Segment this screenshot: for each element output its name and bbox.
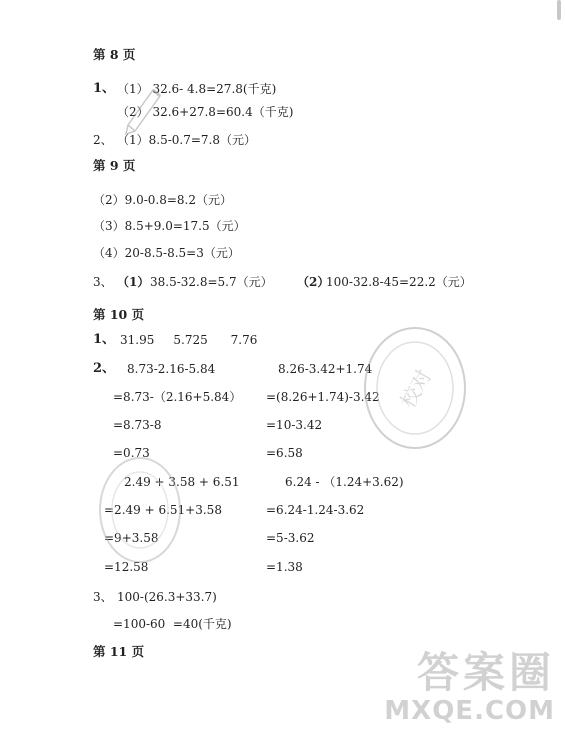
question-number-1: 1、 [93, 81, 116, 96]
expression-left: =9+3.58 [104, 531, 159, 545]
question-number-1: 1、 [93, 332, 116, 347]
expression-right: 6.24 - （1.24+3.62) [285, 475, 404, 489]
watermark-stamp-icon [355, 318, 475, 458]
question-number-3: 3、 [93, 590, 113, 604]
question-number-3: 3、 [93, 275, 113, 289]
answer-line: 38.5-32.8=5.7（元） [150, 275, 273, 289]
expression-right: =6.58 [266, 446, 303, 460]
expression-right: =6.24-1.24-3.62 [266, 503, 365, 517]
answer-line: （2）9.0-0.8=8.2（元） [93, 193, 232, 207]
answer-line: （1）8.5-0.7=7.8（元） [117, 133, 256, 147]
expression-left: =0.73 [113, 446, 150, 460]
expression-right: 8.26-3.42+1.74 [278, 362, 373, 376]
expression-left: =8.73-8 [113, 418, 162, 432]
page-heading-11: 第 11 页 [93, 644, 145, 659]
watermark-url-text: MXQE.COM [384, 696, 555, 726]
expression-right: =10-3.42 [266, 418, 323, 432]
expression-left: =8.73-（2.16+5.84） [113, 390, 242, 404]
expression-right: =5-3.62 [266, 531, 315, 545]
question-number-2: 2、 [93, 133, 113, 147]
expression-left: =12.58 [104, 560, 149, 574]
answer-line: =100-60 =40(千克) [113, 617, 232, 631]
answer-line: 100-(26.3+33.7) [117, 590, 217, 604]
answer-line: （3）8.5+9.0=17.5（元） [93, 219, 246, 233]
page-heading-9: 第 9 页 [93, 158, 136, 173]
expression-right: =1.38 [266, 560, 303, 574]
expression-left: =2.49 + 6.51+3.58 [104, 503, 222, 517]
expression-left: 8.73-2.16-5.84 [127, 362, 216, 376]
scrollbar[interactable] [557, 0, 561, 20]
sub-label: （1） [117, 275, 150, 289]
expression-right: =(8.26+1.74)-3.42 [266, 390, 380, 404]
page-heading-10: 第 10 页 [93, 307, 145, 322]
sub-label: （2） [297, 275, 330, 289]
question-number-2: 2、 [93, 361, 116, 376]
expression-left: 2.49 + 3.58 + 6.51 [124, 475, 240, 489]
answer-line: （1） 32.6- 4.8=27.8(千克) [117, 82, 277, 96]
answer-line: （4）20-8.5-8.5=3（元） [93, 246, 240, 260]
answer-line: 31.95 5.725 7.76 [120, 333, 258, 347]
page-heading-8: 第 8 页 [93, 47, 136, 62]
answer-line: （2） 32.6+27.8=60.4（千克) [117, 105, 294, 119]
answer-line: 100-32.8-45=22.2（元） [326, 275, 472, 289]
watermark-stamp-text: 校对 [395, 365, 437, 412]
watermark-logo-text: 答案圈 [416, 648, 555, 697]
